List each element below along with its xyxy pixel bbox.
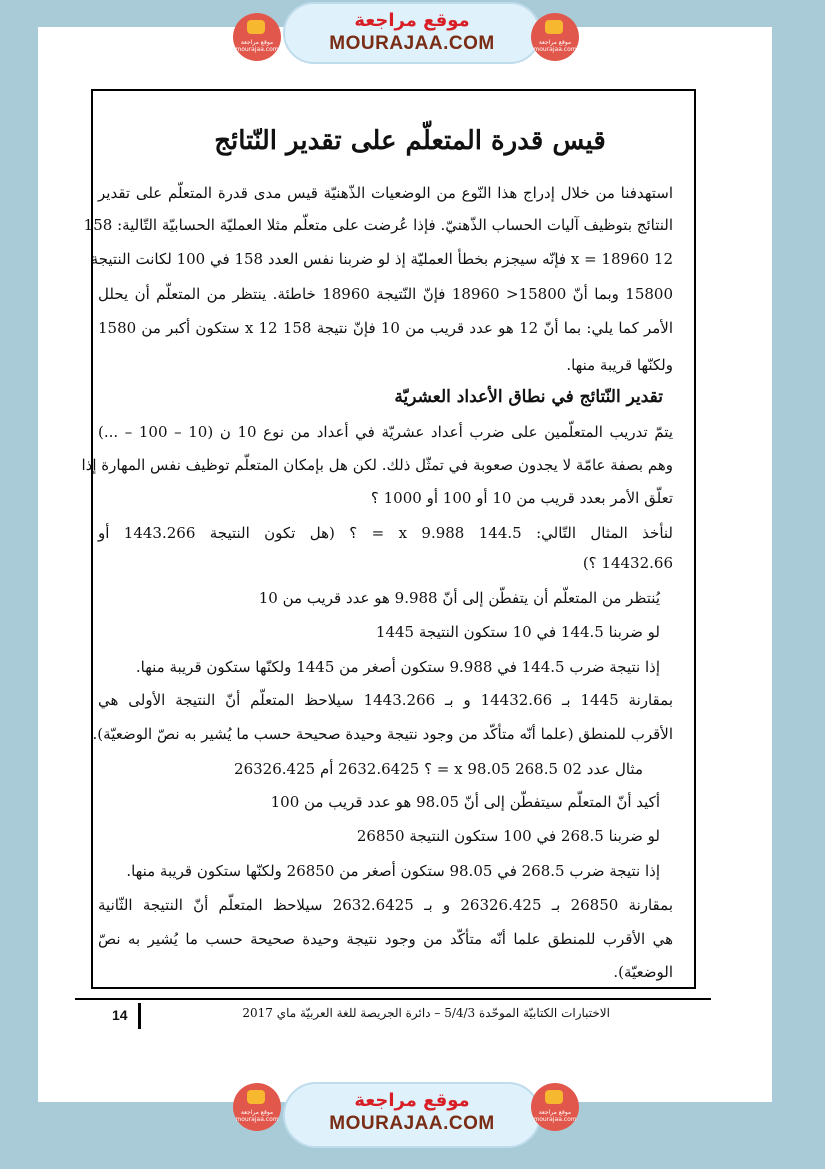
text-line: بمقارنة 1445 بـ 14432.66 و بـ 1443.266 سيلاحظ المتعلّم أنّ النتيجة الأولى هي	[98, 691, 673, 709]
footer-rule	[75, 998, 711, 1000]
text-line: 15800 وبما أنّ 15800< 18960 فإنّ النّتيجة 18960 خاطئة. ينتظر من المتعلّم أن يحلل	[98, 285, 674, 303]
banner-arabic: موقع مراجعة	[354, 1090, 470, 1111]
text-line: الأمر كما يلي: بما أنّ 12 هو عدد قريب من 10 فإنّ نتيجة 158 x 12 ستكون أكبر من 1580	[98, 319, 674, 337]
text-line: إذا نتيجة ضرب 268.5 في 98.05 ستكون أصغر من 26850 ولكنّها ستكون قريبة منها.	[126, 862, 660, 880]
section-heading: تقدير النّتائج في نطاق الأعداد العشريّة	[394, 387, 663, 407]
text-line: هي الأقرب للمنطق علما أنّه متأكّد من وجود نتيجة وحيدة صحيحة حسب ما يُشير به نصّ	[98, 930, 673, 948]
site-logo-icon: موقع مراجعة mourajaa.com	[233, 13, 281, 61]
page-title: قيس قدرة المتعلّم على تقدير النّتائج	[214, 126, 606, 156]
text-line: 12 x = 18960 فإنّه سيجزم بخطأ العمليّة إذ لو ضربنا نفس العدد 158 في 100 لكانت النتيجة	[90, 250, 673, 268]
text-line: استهدفنا من خلال إدراج هذا النّوع من الوضعيات الذّهنيّة قيس مدى قدرة المتعلّم على تقدير	[98, 184, 673, 202]
bottom-banner[interactable]	[0, 1085, 825, 1165]
text-line: تعلّق الأمر بعدد قريب من 10 أو 100 أو 1000 ؟	[370, 489, 673, 507]
text-line: لنأخذ المثال التّالي: 144.5 x 9.988 = ؟ (هل تكون النتيجة 1443.266 أو	[98, 524, 673, 542]
text-line: يُنتظر من المتعلّم أن يتفطّن إلى أنّ 9.988 هو عدد قريب من 10	[258, 589, 660, 607]
banner-pill[interactable]	[283, 2, 541, 64]
text-line: يتمّ تدريب المتعلّمين على ضرب أعداد عشريّة في أعداد من نوع 10 ن (10 – 100 – ...)	[98, 423, 674, 441]
text-line: 14432.66 ؟)	[582, 554, 673, 572]
banner-pill[interactable]	[283, 1082, 541, 1148]
footer-text: الاختبارات الكتابيّة الموحّدة 5/4/3 – دائرة الجريصة للغة العربيّة ماي 2017	[242, 1006, 610, 1020]
top-banner[interactable]	[0, 0, 825, 80]
text-line: بمقارنة 26850 بـ 26326.425 و بـ 2632.6425 سيلاحظ المتعلّم أنّ النتيجة الثّانية	[98, 896, 673, 914]
banner-english[interactable]: MOURAJAA.COM	[329, 1113, 495, 1134]
text-line: الأقرب للمنطق (علما أنّه متأكّد من وجود نتيجة وحيدة صحيحة حسب ما يُشير به نصّ الوضعيّة).	[92, 725, 673, 743]
site-logo-icon: موقع مراجعة mourajaa.com	[531, 13, 579, 61]
text-line: ولكنّها قريبة منها.	[566, 356, 673, 374]
text-line: الوضعيّة).	[613, 963, 673, 981]
text-line: لو ضربنا 144.5 في 10 ستكون النتيجة 1445	[375, 623, 660, 641]
text-line: النتائج بتوظيف آليات الحساب الذّهنيّ. فإذا عُرضت على متعلّم مثلا العمليّة الحسابيّة التّالية: 158	[83, 216, 673, 234]
text-line: أكيد أنّ المتعلّم سيتفطّن إلى أنّ 98.05 هو عدد قريب من 100	[270, 793, 660, 811]
example-heading: مثال عدد 02 268.5 x 98.05 = ؟ 2632.6425 أم 26326.425	[234, 760, 643, 778]
text-line: إذا نتيجة ضرب 144.5 في 9.988 ستكون أصغر من 1445 ولكنّها ستكون قريبة منها.	[135, 658, 660, 676]
site-logo-icon: موقع مراجعة mourajaa.com	[233, 1083, 281, 1131]
text-line: لو ضربنا 268.5 في 100 ستكون النتيجة 26850	[356, 827, 660, 845]
text-line: وهم بصفة عامّة لا يجدون صعوبة في تمثّل ذلك. لكن هل بإمكان المتعلّم توظيف نفس المهارة إذا	[81, 456, 673, 474]
footer-divider	[138, 1003, 141, 1029]
banner-arabic: موقع مراجعة	[354, 10, 470, 31]
page-number: 14	[112, 1007, 128, 1023]
site-logo-icon: موقع مراجعة mourajaa.com	[531, 1083, 579, 1131]
banner-english[interactable]: MOURAJAA.COM	[329, 33, 495, 54]
